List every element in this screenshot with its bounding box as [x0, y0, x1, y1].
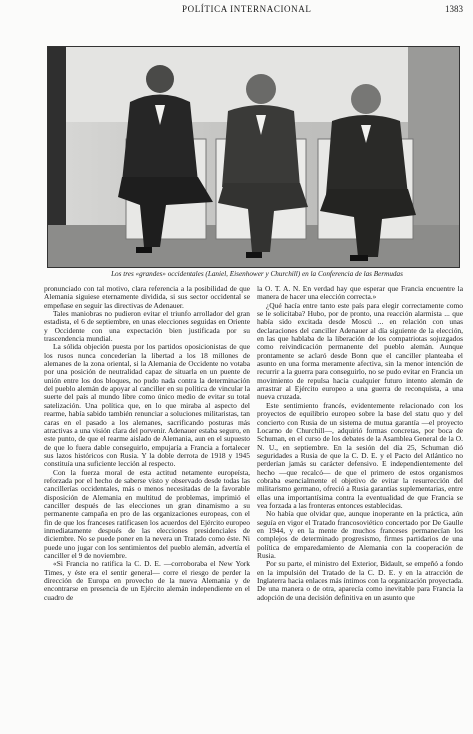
conference-photo: [47, 46, 460, 268]
paragraph: Por su parte, el ministro del Exterior, Bidault, se empeñó a fondo en la impulsión del Tratado de la C. D. E. y en la atracción de Inglaterra hacia enlaces más íntimos con la organización proyectada. De una manera o de otra, aparecía como inevitable para Francia la adopción de una decisión definitiva en un asunto que: [257, 559, 463, 602]
paragraph: pronunciado con tal motivo, clara referencia a la posibilidad de que Alemania siguiese eternamente dividida, si sus sector occidental se empeñase en seguir las directivas de Adenauer.: [44, 284, 250, 310]
text-column-left: [44, 285, 250, 602]
paragraph: la O. T. A. N. En verdad hay que esperar que Francia encuentre la manera de hacer una elección correcta.»: [257, 284, 463, 302]
paragraph: Tales maniobras no pudieron evitar el triunfo arrollador del gran estadista, el 6 de septiembre, en unas elecciones seguidas en Oriente y Occidente con una expectación bien justificada por su trascendencia mundial.: [44, 309, 250, 344]
paragraph: La sólida objeción puesta por los partidos oposicionistas de que los rusos nunca concederían la libertad a los 18 millones de alemanes de la zona oriental, si la Alemania de Occidente no votaba por una posición de neutralidad capaz de situarla en un puente de unión entre los dos bloques, no pudo nada contra la determinación del pueblo alemán de apoyar al canciller en su política de vincular la suerte del país al mundo libre como único medio de evitar su total satelización. Una política que, en lo que miraba al aspecto del rearme, había sabido también renunciar a soluciones militaristas, tan caras en el pasado a los alemanes, sacrificando posturas más atractivas a una visión clara del porvenir. Adenauer estaba seguro, en este punto, de que el rearme aislado de Alemania, aun en el supuesto de que lo fuera dable conseguirlo, empujaría a Francia a fortalecer sus lazos históricos con Rusia. Y la doble derrota de 1918 y 1945 constituía una suficiente lección al respecto.: [44, 342, 250, 469]
running-head: [0, 4, 473, 18]
paragraph: Este sentimiento francés, evidentemente relacionado con los proyectos de equilibrio europeo sobre la base del statu quo y del concierto con Rusia de un sistema de mutua garantía —el proyecto Locarno de Churchill—, adquirió formas concretas, por boca de Schuman, en el curso de los debates de la Asamblea General de la O. N. U., en septiembre. En la sesión del día 25, Schuman dió seguridades a Rusia de que la C. D. E. y el Pacto del Atlántico no perderían jamás su carácter defensivo. E independientemente del hecho —que recalcó— de que el primero de estos organismos cobraba esencialmente el objetivo de evitar la resurrección del militarismo germano, ofreció a Rusia garantías suplementarias, entre ellas una importantísima contra la eventualidad de que Francia se vea forzada a las fronteras entonces establecidas.: [257, 400, 463, 510]
paragraph: ¿Qué hacía entre tanto este país para elegir correctamente como se le solicitaba? Hubo, por de pronto, una reacción alarmista ... que había sido excitada desde Moscú ... en relación con unas declaraciones del canciller Adenauer al día siguiente de la elección, en las que hablaba de la liberación de los compatriotas sojuzgados como reivindicación permanente del pueblo alemán. Aunque prontamente se aclaró desde Bonn que el canciller planteaba el asunto en una forma meramente afectiva, sin la menor intención de recurrir a la guerra para conseguirlo, no se pudo evitar en Francia un movimiento de repulsa hacia cualquier futuro intento alemán de arrastrar al Ejército europeo a una guerra de reconquista, a una nueva cruzada.: [257, 300, 463, 402]
paragraph: Con la fuerza moral de esta actitud netamente europeísta, reforzada por el hecho de saberse visto y observado desde todas las cancillerías occidentales, más o menos necesitadas de la favorable disposición de Alemania en multitud de problemas, imprimió el canciller después de las elecciones un gran dinamismo a su permanente campaña en pro de las organizaciones europeas, con el fin de que los franceses ratificasen los acuerdos del Ejército europeo inmediatamente después de las elecciones presidenciales de diciembre. No se puede poner en la nevera un Tratado como éste. Ni puede uno jugar con los sentimientos del pueblo alemán, advertía el canciller el 9 de noviembre.: [44, 467, 250, 560]
text-column-right: [257, 285, 463, 602]
paragraph: «Si Francia no ratifica la C. D. E. —corroboraba el New York Times, y éste era el sentir general— corre el riesgo de perder la dirección de Europa en provecho de la nueva Alemania y de encontrarse en presencia de un Ejército alemán independiente en el cuadro de: [44, 559, 250, 602]
running-title: POLÍTICA INTERNACIONAL: [182, 4, 312, 14]
paragraph: No había que olvidar que, aunque inoperante en la práctica, aún seguía en vigor el Tratado francosoviético concertado por De Gaulle en 1944, y en la mente de muchos franceses permanecían los complejos de determinado progresismo, firmes partidarios de una política de emparedamiento de Alemania con la cooperación de Rusia.: [257, 509, 463, 560]
photo-caption: Los tres «grandes» occidentales (Laniel, Eisenhower y Churchill) en la Conferencia de las Bermudas: [111, 270, 403, 278]
page-number: 1383: [445, 4, 463, 14]
